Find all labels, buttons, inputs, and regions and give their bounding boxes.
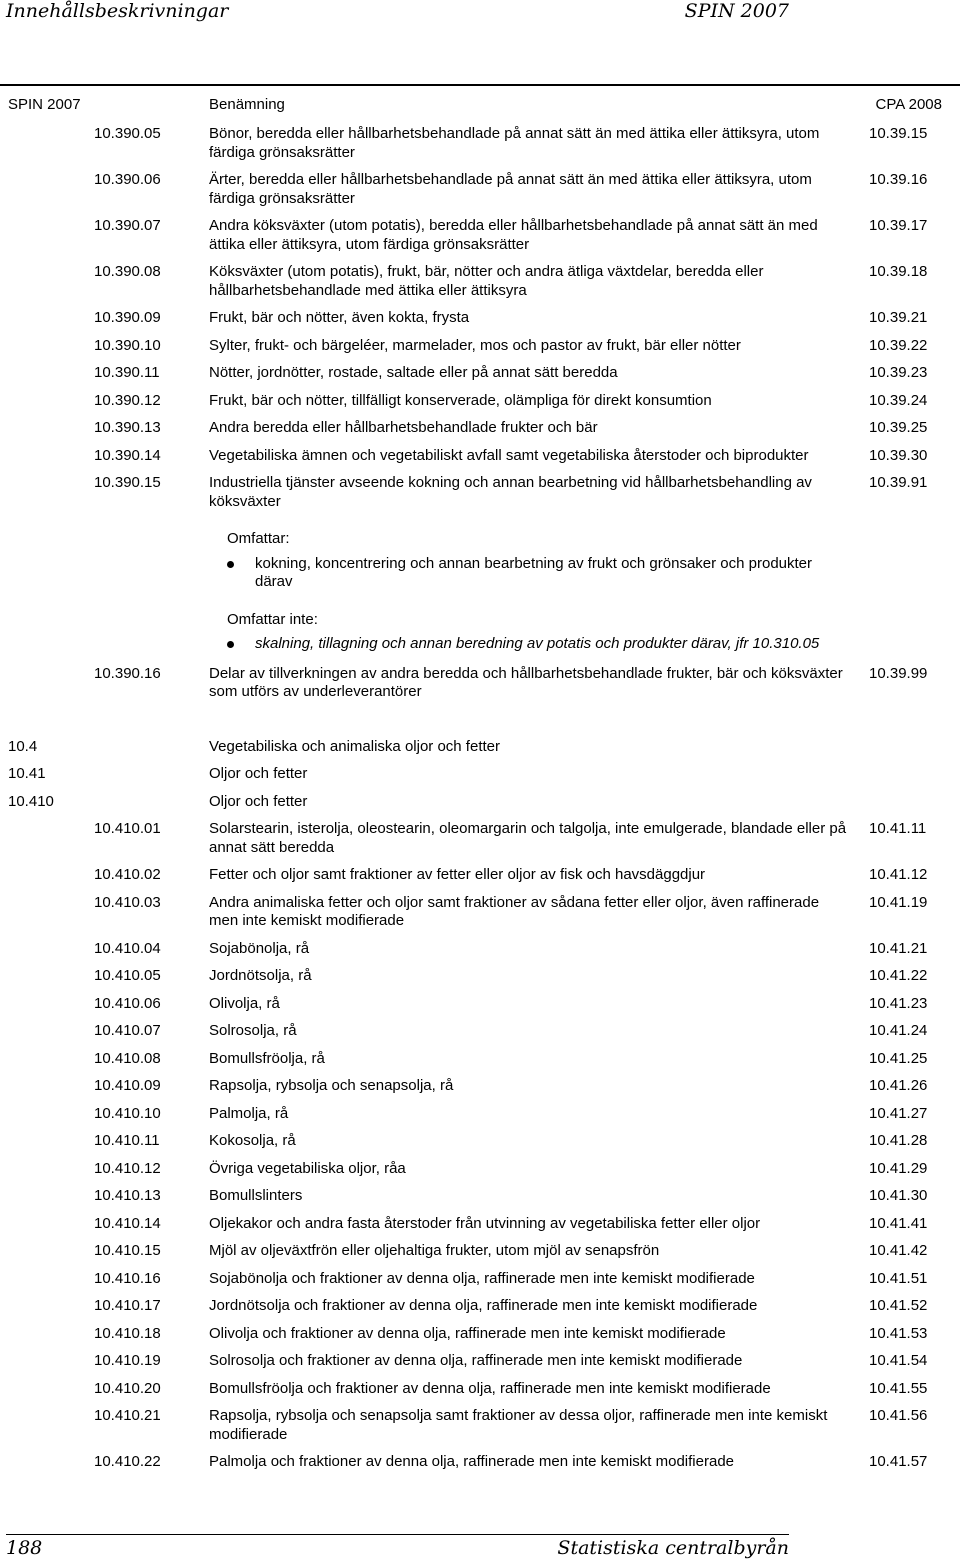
bullet-dot-icon [227, 561, 234, 568]
spin-code: 10.390.06 [94, 171, 161, 188]
row-name: Oljekakor och andra fasta återstoder från utvinning av vegetabiliska fetter eller oljor [209, 1214, 761, 1232]
row-name: Rapsolja, rybsolja och senapsolja samt fraktioner av dessa oljor, raffinerade men inte kemiskt modifierade [209, 1407, 828, 1443]
column-header-cpa: CPA 2008 [875, 96, 942, 113]
table-row [0, 820, 960, 857]
table-row [0, 309, 960, 328]
row-name: Oljor och fetter [209, 792, 308, 810]
cpa-code: 10.41.12 [869, 866, 928, 883]
row-name: Bomullsfröolja, rå [209, 1049, 325, 1067]
cpa-code: 10.41.57 [869, 1453, 928, 1470]
spin-code: 10.410.12 [94, 1159, 161, 1177]
spin-code: 10.410.04 [94, 939, 161, 957]
table-row [0, 940, 960, 959]
cpa-code: 10.39.91 [869, 474, 928, 491]
cpa-code: 10.39.30 [869, 446, 928, 464]
spin-code: 10.410.02 [94, 866, 161, 883]
spin-code: 10.390.12 [94, 391, 161, 409]
cpa-code: 10.41.25 [869, 1049, 928, 1067]
table-row [0, 1352, 960, 1371]
table-row [0, 1453, 960, 1472]
includes-bullet [227, 555, 827, 592]
row-name: Industriella tjänster avseende kokning och annan bearbetning vid hållbarhetsbehandling av köksväxter [209, 474, 812, 510]
spin-code: 10.410.21 [94, 1407, 161, 1424]
cpa-code: 10.41.54 [869, 1352, 928, 1369]
cpa-code: 10.39.16 [869, 171, 928, 188]
cpa-code: 10.39.17 [869, 217, 928, 234]
row-name: Olivolja, rå [209, 994, 280, 1012]
spin-code: 10.410.16 [94, 1269, 161, 1287]
row-name: Fetter och oljor samt fraktioner av fetter eller oljor av fisk och havsdäggdjur [209, 866, 706, 883]
table-row [0, 1077, 960, 1096]
spin-code: 10.410.17 [94, 1297, 161, 1314]
spin-code: 10.410.13 [94, 1187, 161, 1204]
table-row [0, 1270, 960, 1289]
row-name: Jordnötsolja, rå [209, 967, 312, 984]
cpa-code: 10.41.27 [869, 1104, 928, 1122]
column-header-spin: SPIN 2007 [8, 96, 81, 113]
table-row [0, 263, 960, 300]
cpa-code: 10.39.99 [869, 664, 928, 682]
table-row [0, 1187, 960, 1206]
row-name: Palmolja och fraktioner av denna olja, raffinerade men inte kemiskt modifierade [209, 1453, 734, 1470]
spin-code: 10.390.15 [94, 474, 161, 491]
cpa-code: 10.41.52 [869, 1297, 928, 1314]
cpa-code: 10.41.19 [869, 893, 928, 911]
footer-publisher: Statistiska centralbyrån [557, 1537, 789, 1559]
table-row [0, 392, 960, 411]
row-name: Andra köksväxter (utom potatis), beredda eller hållbarhetsbehandlade på annat sätt än med ättika eller ättiksyra, utom färdiga grönsaksrätter [209, 217, 818, 253]
table-row [0, 1242, 960, 1261]
spin-code: 10.390.16 [94, 664, 161, 682]
cpa-code: 10.39.24 [869, 391, 928, 409]
spin-code: 10.410.06 [94, 994, 161, 1012]
cpa-code: 10.41.21 [869, 939, 928, 957]
cpa-code: 10.39.18 [869, 263, 928, 280]
table-row [0, 1160, 960, 1179]
row-name: Sylter, frukt- och bärgeléer, marmelader, mos och pastor av frukt, bär eller nötter [209, 336, 741, 354]
cpa-code: 10.41.42 [869, 1242, 928, 1259]
cpa-code: 10.39.23 [869, 364, 928, 381]
table-row [0, 1105, 960, 1124]
row-name: Rapsolja, rybsolja och senapsolja, rå [209, 1077, 454, 1094]
spin-code: 10.390.07 [94, 217, 161, 234]
table-row [0, 1132, 960, 1151]
spin-code: 10.410.11 [94, 1132, 160, 1149]
row-name: Oljor och fetter [209, 765, 308, 782]
spin-code: 10.410.08 [94, 1049, 161, 1067]
running-header-title: Innehållsbeskrivningar [6, 0, 229, 22]
explanatory-note [227, 530, 827, 654]
table-row [0, 474, 960, 511]
cpa-code: 10.41.56 [869, 1407, 928, 1424]
spin-code: 10.410.18 [94, 1324, 161, 1342]
classification-table [0, 122, 960, 1472]
running-header-edition: SPIN 2007 [684, 0, 789, 22]
row-name: Vegetabiliska ämnen och vegetabiliskt avfall samt vegetabiliska återstoder och biprodukter [209, 446, 809, 464]
table-row [0, 419, 960, 438]
cpa-code: 10.41.53 [869, 1324, 928, 1342]
table-row [0, 1022, 960, 1041]
section-heading-row [0, 793, 960, 812]
rows-10-410 [0, 820, 960, 1472]
cpa-code: 10.41.30 [869, 1187, 928, 1204]
row-name: Palmolja, rå [209, 1104, 289, 1122]
spin-code: 10.410.01 [94, 820, 161, 837]
table-row [0, 1297, 960, 1316]
cpa-code: 10.41.26 [869, 1077, 928, 1094]
table-column-headers [0, 84, 960, 120]
row-name: Köksväxter (utom potatis), frukt, bär, nötter och andra ätliga växtdelar, beredda eller hållbarhetsbehandlade med ättika eller ättiksyra [209, 263, 764, 299]
row-name: Nötter, jordnötter, rostade, saltade eller på annat sätt beredda [209, 364, 618, 381]
column-header-name: Benämning [209, 96, 285, 113]
page-number: 188 [6, 1537, 43, 1559]
row-name: Jordnötsolja och fraktioner av denna olja, raffinerade men inte kemiskt modifierade [209, 1297, 758, 1314]
cpa-code: 10.39.25 [869, 419, 928, 436]
spin-code: 10.390.09 [94, 309, 161, 326]
cpa-code: 10.39.21 [869, 309, 928, 326]
excludes-label: Omfattar inte: [227, 610, 318, 628]
spin-code: 10.410.10 [94, 1104, 161, 1122]
table-row [0, 125, 960, 162]
row-name: Kokosolja, rå [209, 1132, 296, 1149]
cpa-code: 10.41.51 [869, 1269, 928, 1287]
table-row [0, 665, 960, 702]
spin-code: 10.410.14 [94, 1214, 161, 1232]
bullet-dot-icon [227, 641, 234, 648]
includes-label: Omfattar: [227, 530, 290, 547]
table-row [0, 894, 960, 931]
spin-code: 10.410.05 [94, 967, 161, 984]
table-row [0, 1215, 960, 1234]
table-row [0, 866, 960, 885]
cpa-code: 10.41.23 [869, 994, 928, 1012]
row-name: Andra animaliska fetter och oljor samt fraktioner av sådana fetter eller oljor, även raffinerade men inte kemiskt modifierade [209, 893, 820, 929]
table-row [0, 995, 960, 1014]
spin-code: 10.390.10 [94, 336, 161, 354]
excludes-bullet [227, 635, 827, 654]
row-name: Solarstearin, isterolja, oleostearin, oleomargarin och talgolja, inte emulgerade, blandade eller på annat sätt beredda [209, 820, 847, 856]
spin-code: 10.410 [8, 792, 54, 810]
cpa-code: 10.41.55 [869, 1379, 928, 1397]
table-row [0, 447, 960, 466]
spin-code: 10.410.19 [94, 1352, 161, 1369]
row-name: Solrosolja och fraktioner av denna olja, raffinerade men inte kemiskt modifierade [209, 1352, 743, 1369]
excludes-item-text: skalning, tillagning och annan beredning av potatis och produkter därav, jfr 10.310.05 [255, 635, 820, 652]
row-name: Andra beredda eller hållbarhetsbehandlade frukter och bär [209, 419, 598, 436]
table-row [0, 1050, 960, 1069]
row-name: Vegetabiliska och animaliska oljor och fetter [209, 737, 500, 755]
row-name: Delar av tillverkningen av andra beredda och hållbarhetsbehandlade frukter, bär och köksväxter som utförs av underleverantörer [209, 664, 843, 700]
spin-code: 10.410.07 [94, 1022, 161, 1039]
cpa-code: 10.39.15 [869, 125, 928, 142]
row-name: Bomullslinters [209, 1187, 303, 1204]
table-row [0, 337, 960, 356]
section-heading-row [0, 738, 960, 757]
spin-code: 10.390.14 [94, 446, 161, 464]
row-name: Olivolja och fraktioner av denna olja, raffinerade men inte kemiskt modifierade [209, 1324, 726, 1342]
page-footer [6, 1534, 789, 1561]
table-row [0, 364, 960, 383]
running-header [6, 0, 789, 26]
cpa-code: 10.41.22 [869, 967, 928, 984]
cpa-code: 10.41.24 [869, 1022, 928, 1039]
row-name: Frukt, bär och nötter, tillfälligt konserverade, olämpliga för direkt konsumtion [209, 391, 712, 409]
spin-code: 10.410.03 [94, 893, 161, 911]
section-headings [0, 738, 960, 812]
cpa-code: 10.41.29 [869, 1159, 928, 1177]
spin-code: 10.410.09 [94, 1077, 161, 1094]
row-name: Bönor, beredda eller hållbarhetsbehandlade på annat sätt än med ättika eller ättiksyra, utom färdiga grönsaksrätter [209, 125, 820, 161]
spin-code: 10.390.08 [94, 263, 161, 280]
row-name: Solrosolja, rå [209, 1022, 297, 1039]
row-name: Sojabönolja, rå [209, 939, 310, 957]
table-row [0, 1325, 960, 1344]
table-row [0, 1407, 960, 1444]
spin-code: 10.390.13 [94, 419, 161, 436]
spin-code: 10.41 [8, 765, 46, 782]
table-row [0, 967, 960, 986]
row-name: Sojabönolja och fraktioner av denna olja, raffinerade men inte kemiskt modifierade [209, 1269, 755, 1287]
rows-10-390 [0, 125, 960, 511]
includes-item-text: kokning, koncentrering och annan bearbetning av frukt och grönsaker och produkter därav [255, 554, 813, 590]
cpa-code: 10.41.28 [869, 1132, 928, 1149]
table-row [0, 217, 960, 254]
cpa-code: 10.39.22 [869, 336, 928, 354]
spin-code: 10.410.15 [94, 1242, 161, 1259]
row-name: Mjöl av oljeväxtfrön eller oljehaltiga frukter, utom mjöl av senapsfrön [209, 1242, 660, 1259]
row-name: Ärter, beredda eller hållbarhetsbehandlade på annat sätt än med ättika eller ättiksyra, utom färdiga grönsaksrätter [209, 171, 812, 207]
spin-code: 10.410.20 [94, 1379, 161, 1397]
spin-code: 10.390.05 [94, 125, 161, 142]
spin-code: 10.410.22 [94, 1453, 161, 1470]
table-row [0, 1380, 960, 1399]
spin-code: 10.390.11 [94, 364, 160, 381]
row-name: Bomullsfröolja och fraktioner av denna olja, raffinerade men inte kemiskt modifierade [209, 1379, 771, 1397]
row-name: Frukt, bär och nötter, även kokta, frysta [209, 309, 470, 326]
spin-code: 10.4 [8, 737, 38, 755]
row-name: Övriga vegetabiliska oljor, råa [209, 1159, 406, 1177]
section-heading-row [0, 765, 960, 784]
cpa-code: 10.41.41 [869, 1214, 928, 1232]
table-row [0, 171, 960, 208]
cpa-code: 10.41.11 [869, 820, 927, 837]
